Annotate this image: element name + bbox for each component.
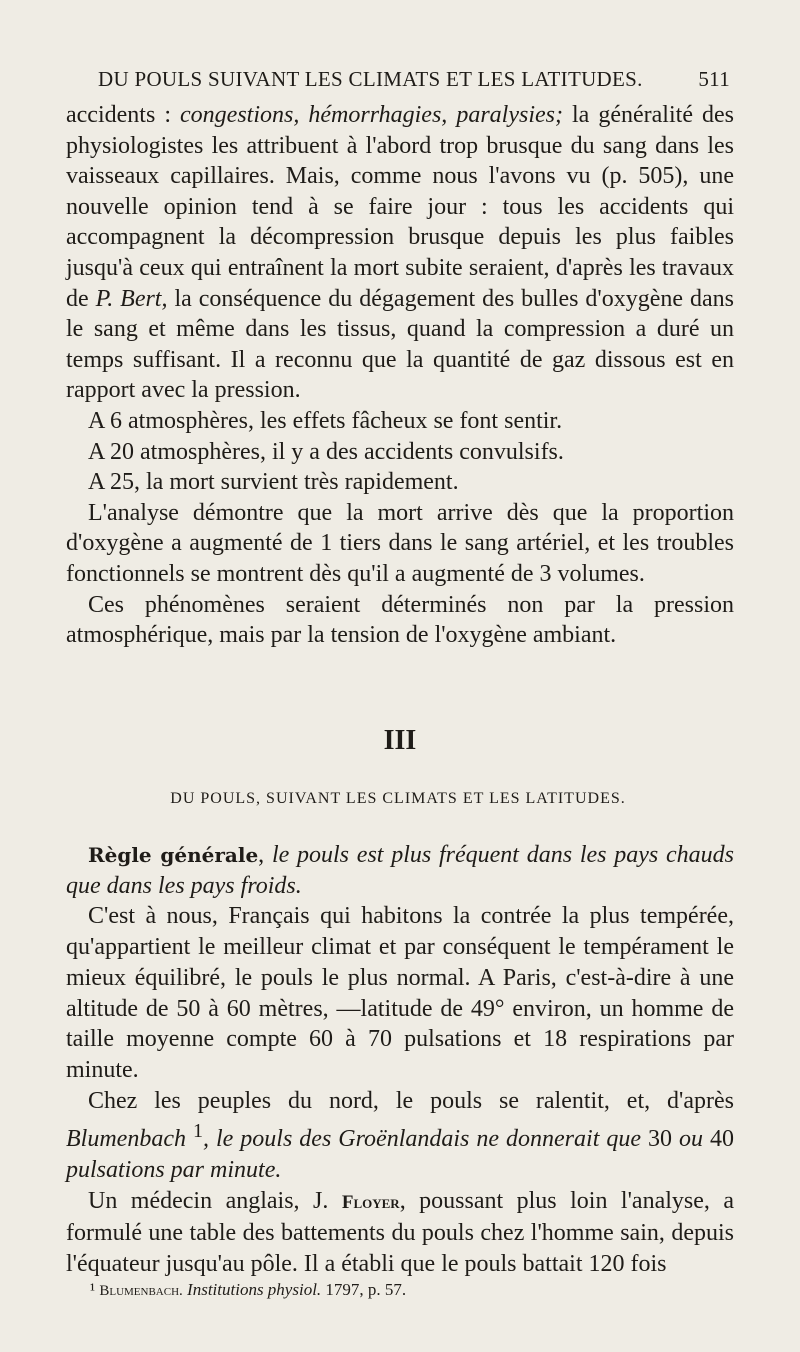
line-6-atm: A 6 atmosphères, les effets fâcheux se font sentir. <box>88 407 563 434</box>
main-text-top <box>66 100 734 651</box>
paragraph-nord <box>66 1086 734 1186</box>
main-text-bottom <box>66 840 734 1280</box>
running-header <box>98 67 730 92</box>
text-run: Chez les peuples du nord, le pouls se ralentit, et, d'après <box>88 1087 734 1114</box>
footnote-title: Institutions physiol. <box>187 1280 322 1299</box>
section-title: DU POULS, SUIVANT LES CLIMATS ET LES LATITUDES. <box>170 790 626 807</box>
line-25-atm: A 25, la mort survient très rapidement. <box>88 469 459 496</box>
footnote-rest: 1797, p. 57. <box>321 1280 407 1299</box>
paragraph-phenomenes: Ces phénomènes seraient déterminés non par la pression atmosphérique, mais par la tension de l'oxygène ambiant. <box>66 591 734 649</box>
paragraph-analyse: L'analyse démontre que la mort arrive dès que la proportion d'oxygène a augmenté de 1 tiers dans le sang artériel, et les troubles fonctionnels se montrent dès qu'il a augmenté de 3 volumes. <box>66 499 734 587</box>
page-number: 511 <box>698 67 730 91</box>
text-run: la généralité des physiologistes les attribuent à l'abord trop brusque du sang dans les vaisseaux capillaires. Mais, comme nous l'avons vu (p. 505), une nouvelle opinion tend à se faire jour : tous les accidents qui accompagnent la décompression brusque depuis les plus faibles jusqu'à ceux qui entraînent la mort subite seraient, d'après les travaux de <box>66 102 734 312</box>
paragraph-accidents <box>66 100 734 406</box>
smallcaps-run: Floyer <box>341 1191 400 1213</box>
footnote <box>90 1280 730 1300</box>
text-run: la conséquence du dégagement des bulles d'oxygène dans le sang et même dans les tissus, quand la compression a duré un temps suffisant. Il a reconnu que la quantité de gaz dissous est en rapport avec la pression. <box>66 285 735 404</box>
text-run: , poussant plus loin l'analyse, a formulé une table des battements du pouls chez l'homme sain, depuis l'équateur jusqu'au pôle. Il a établi que le pouls battait 120 fois <box>66 1187 735 1278</box>
text-run: , <box>258 842 272 868</box>
italic-run: Blumenbach <box>66 1126 186 1153</box>
text-run: 30 <box>641 1126 680 1153</box>
italic-run: ou <box>679 1126 704 1153</box>
text-run: 40 <box>703 1126 735 1153</box>
bold-run: Règle générale <box>88 843 259 867</box>
footnote-ref[interactable]: 1 <box>192 1120 203 1143</box>
paragraph-floyer <box>66 1186 734 1280</box>
paragraph-regle <box>66 840 734 901</box>
text-run: accidents : <box>66 102 181 128</box>
footnote-author: Blumenbach. <box>99 1283 183 1299</box>
running-title: DU POULS SUIVANT LES CLIMATS ET LES LATITUDES. <box>98 67 643 91</box>
italic-run: le pouls est plus fréquent dans les pays chauds que dans les pays froids. <box>66 842 734 899</box>
italic-run: congestions, hémorrhagies, paralysies; <box>180 102 563 128</box>
italic-run: , le pouls des Groënlandais ne donnerait que <box>202 1126 642 1153</box>
line-20-atm: A 20 atmosphères, il y a des accidents convulsifs. <box>88 438 564 465</box>
section-number: III <box>383 725 417 756</box>
italic-run: pulsations par minute. <box>66 1157 282 1184</box>
text-run: Un médecin anglais, J. <box>88 1187 342 1214</box>
italic-run: P. Bert, <box>95 285 168 312</box>
paragraph-francais: C'est à nous, Français qui habitons la contrée la plus tempérée, qu'appartient le meilleur climat et par conséquent le tempérament le mieux équilibré, le pouls le plus normal. A Paris, c'est-à-dire à une altitude de 50 à 60 mètres, —latitude de 49° environ, un homme de taille moyenne compte 60 à 70 pulsations et 18 respirations par minute. <box>66 903 734 1083</box>
footnote-mark: ¹ <box>90 1280 96 1299</box>
